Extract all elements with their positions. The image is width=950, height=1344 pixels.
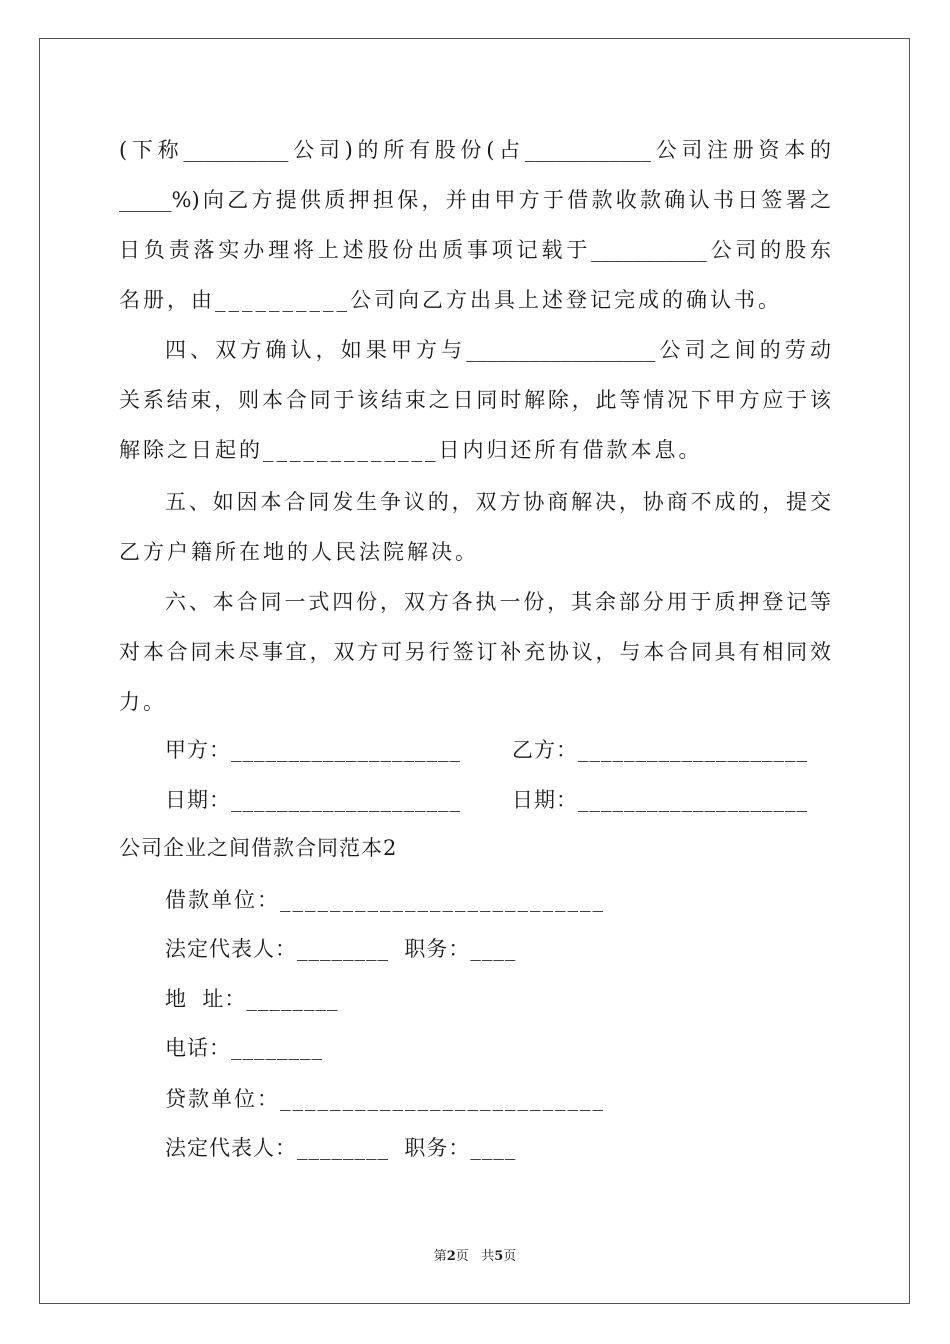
- borrower-legal-rep-field: 法定代表人：________ 职务：____: [165, 937, 517, 961]
- clause-5-line-1: 五、如因本合同发生争议的，双方协商解决，协商不成的，提交: [165, 490, 831, 514]
- phone-field: 电话：________: [165, 1036, 323, 1060]
- clause-4-line-2: 关系结束，则本合同于该结束之日同时解除，此等情况下甲方应于该: [119, 388, 831, 412]
- clause-4-line-1: 四、双方确认，如果甲方与__________________公司之间的劳动: [165, 338, 831, 362]
- body-line-4: 名册，由__________公司向乙方出具上述登记完成的确认书。: [119, 288, 782, 312]
- footer-mid: 页 共: [455, 1249, 495, 1264]
- lender-legal-rep-field: 法定代表人：________ 职务：____: [165, 1136, 517, 1160]
- current-page-number: 2: [446, 1249, 456, 1264]
- footer-suffix: 页: [503, 1249, 517, 1264]
- party-a-signature: 甲方：____________________: [165, 738, 461, 762]
- address-field: 地 址：________: [165, 987, 339, 1011]
- clause-6-line-3: 力。: [119, 690, 167, 714]
- body-line-2: _____%)向乙方提供质押担保，并由甲方于借款收款确认书日签署之: [119, 188, 831, 212]
- page-footer: [0, 1248, 950, 1266]
- clause-6-line-2: 对本合同未尽事宜，双方可另行签订补充协议，与本合同具有相同效: [119, 640, 831, 664]
- clause-4-line-3: 解除之日起的_____________日内归还所有借款本息。: [119, 438, 703, 462]
- lender-field: 贷款单位：__________________________: [165, 1087, 605, 1111]
- clause-5-line-2: 乙方户籍所在地的人民法院解决。: [119, 540, 479, 564]
- borrower-field: 借款单位：__________________________: [165, 888, 605, 912]
- section-title: 公司企业之间借款合同范本2: [119, 836, 398, 860]
- page-border: [39, 38, 910, 1304]
- total-page-number: 5: [494, 1249, 504, 1264]
- body-line-1: (下称__________公司)的所有股份(占____________公司注册资本的: [119, 138, 831, 162]
- party-a-date: 日期：____________________: [165, 788, 461, 812]
- body-line-3: 日负责落实办理将上述股份出质事项记载于___________公司的股东: [119, 238, 831, 262]
- clause-6-line-1: 六、本合同一式四份，双方各执一份，其余部分用于质押登记等: [165, 590, 831, 614]
- party-b-signature: 乙方：____________________: [512, 738, 808, 762]
- party-b-date: 日期：____________________: [512, 788, 808, 812]
- footer-prefix: 第: [433, 1249, 447, 1264]
